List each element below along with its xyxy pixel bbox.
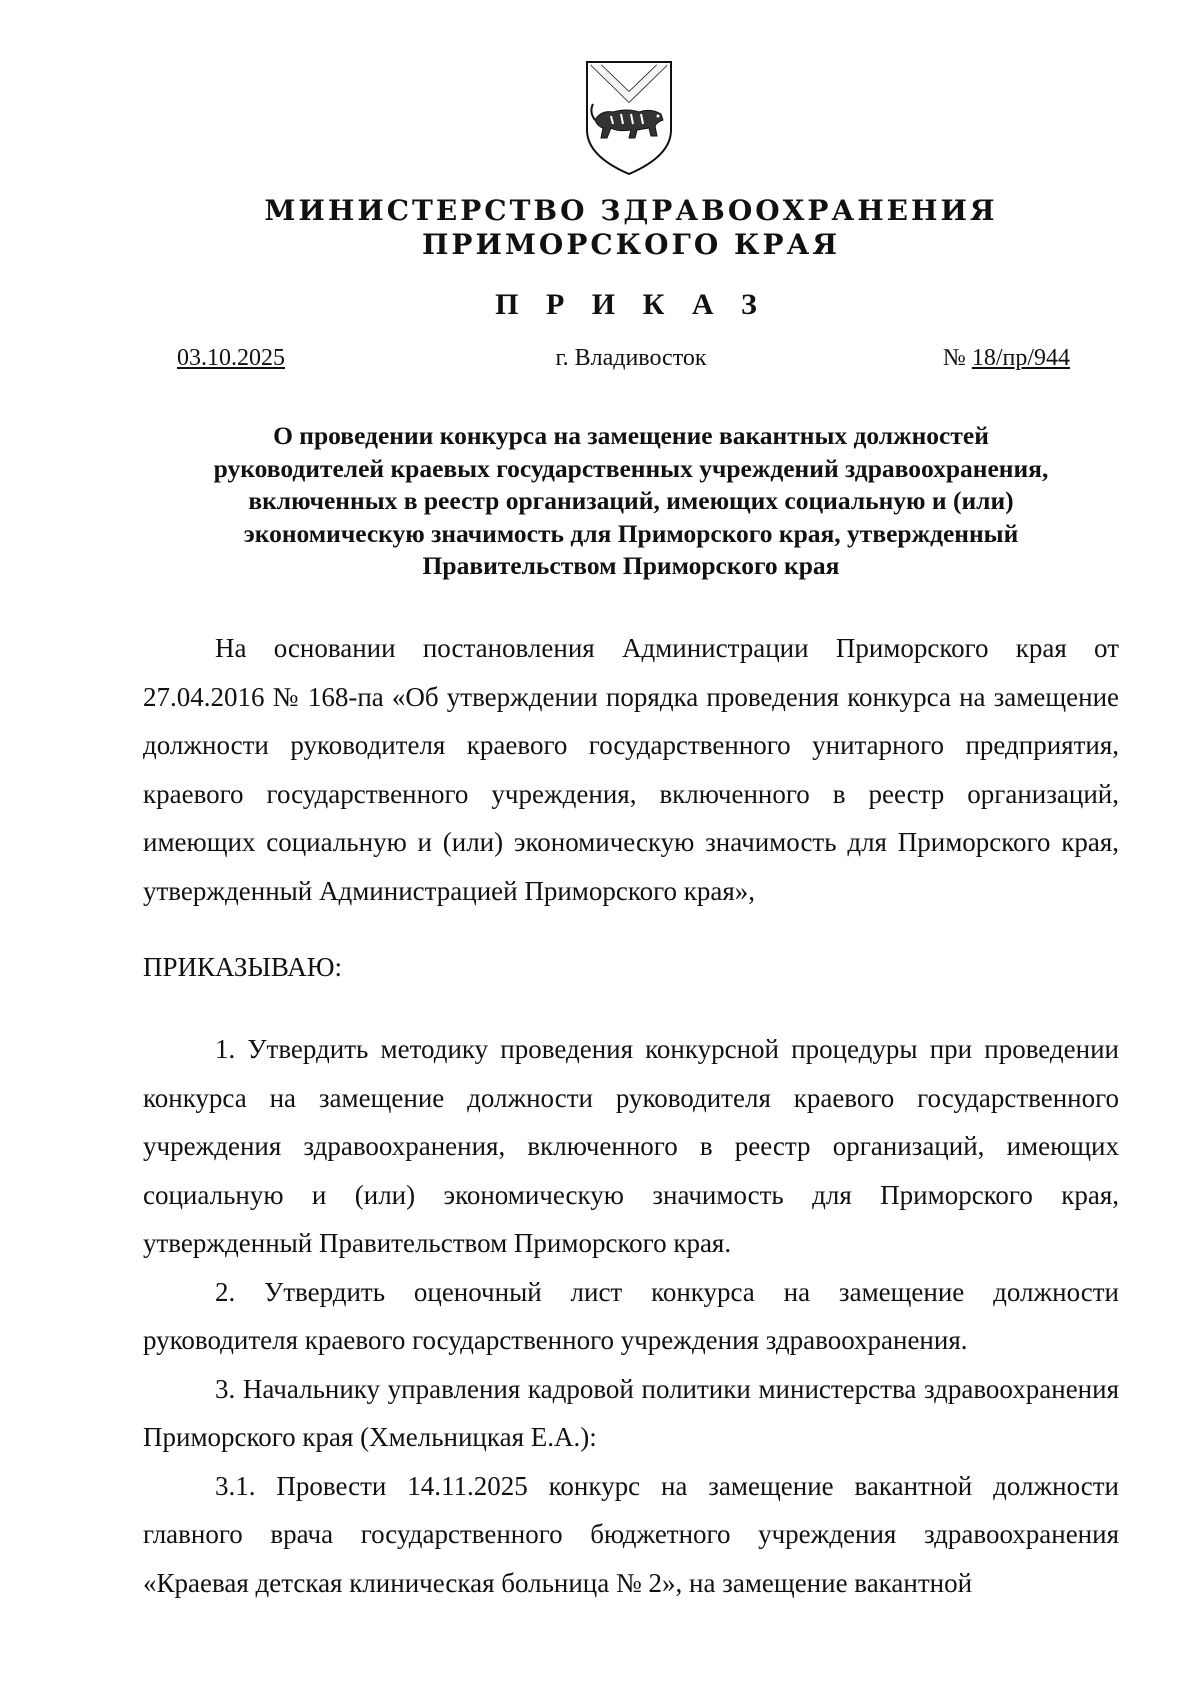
subject-line-3: включенных в реестр организаций, имеющих социальную и (или) — [248, 486, 1014, 515]
subject-line-5: Правительством Приморского края — [422, 551, 840, 580]
ministry-line-1: МИНИСТЕРСТВО ЗДРАВООХРАНЕНИЯ — [264, 194, 998, 227]
subject-line-4: экономическую значимость для Приморского края, утвержденный — [243, 518, 1019, 548]
preamble-paragraph: На основании постановления Администрации Приморского края от 27.04.2016 № 168-па «Об утверждении порядка проведения конкурса на замещение должности руководителя краевого государственного унитарного предприятия, краевого государственного учреждения, включенного в реестр организаций, имеющих социальную и (или) экономическую значимость для Приморского края, утвержденный Администрацией Приморского края», — [143, 633, 1119, 906]
coat-of-arms-icon — [581, 60, 677, 176]
number-value: 18/пр/944 — [971, 345, 1070, 371]
order-items — [143, 1025, 1119, 1607]
ministry-name — [0, 194, 1200, 262]
order-subject — [130, 420, 1132, 583]
order-item-2: 2. Утвердить оценочный лист конкурса на замещение должности руководителя краевого государственного учреждения здравоохранения. — [143, 1276, 1119, 1355]
subject-line-2: руководителей краевых государственных учреждений здравоохранения, — [213, 453, 1049, 483]
ministry-line-2: ПРИМОРСКОГО КРАЯ — [421, 228, 841, 261]
order-item-3: 3. Начальнику управления кадровой политики министерства здравоохранения Приморского края (Хмельницкая Е.А.): — [143, 1373, 1119, 1452]
order-title: П Р И К А З — [495, 288, 767, 321]
order-item-3-1: 3.1. Провести 14.11.2025 конкурс на замещение вакантной должности главного врача государственного бюджетного учреждения здравоохранения «Краевая детская клиническая больница № 2», на замещение вакантной — [143, 1470, 1119, 1598]
number-prefix: № — [942, 345, 972, 371]
order-item-1: 1. Утвердить методику проведения конкурсной процедуры при проведении конкурса на замещение должности руководителя краевого государственного учреждения здравоохранения, включенного в реестр организаций, имеющих социальную и (или) экономическую значимость для Приморского края, утвержденный Правительством Приморского края. — [143, 1034, 1119, 1258]
subject-line-1: О проведении конкурса на замещение вакантных должностей — [273, 421, 989, 450]
order-city: г. Владивосток — [555, 345, 707, 371]
order-date: 03.10.2025 — [177, 345, 285, 371]
order-number — [943, 345, 1070, 372]
order-word: ПРИКАЗЫВАЮ: — [143, 952, 342, 982]
